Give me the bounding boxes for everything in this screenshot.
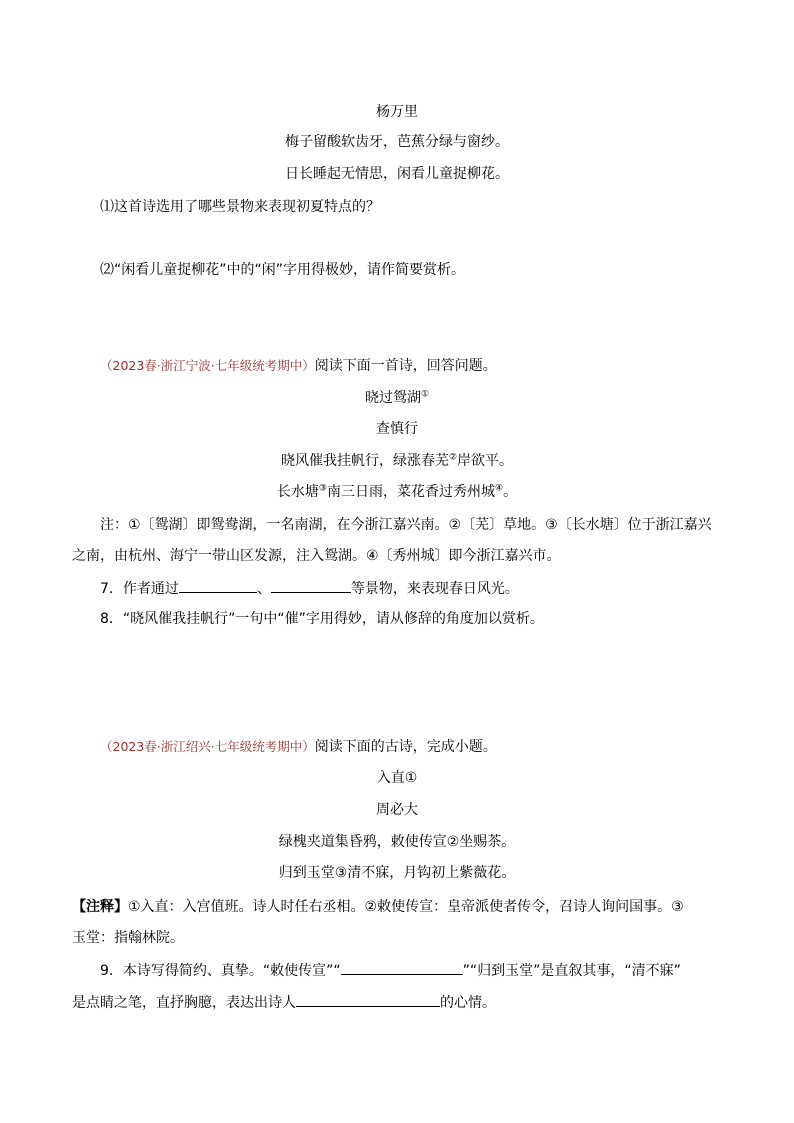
poem2-title-text: 晓过鸳湖 [364, 390, 421, 406]
poem2-author: 查慎行 [376, 421, 418, 437]
verse-text: 长水塘 [276, 484, 319, 500]
question-text: 的心情。 [440, 995, 496, 1011]
poem3-title: 入直① [376, 770, 418, 786]
footnote-marker: ③ [318, 483, 327, 494]
question-7 [100, 578, 519, 599]
question-1: ⑴这首诗选用了哪些景物来表现初夏特点的？ [100, 199, 380, 215]
answer-blank[interactable] [296, 992, 440, 1007]
verse-text: 岸欲平。 [457, 453, 514, 469]
poem3-notes-line-1 [72, 897, 684, 917]
exam-header-shaoxing [100, 737, 497, 757]
question-text: 等景物，来表现春日风光。 [350, 581, 519, 597]
footnote-marker: ④ [495, 483, 504, 494]
source-citation: （2023春·浙江绍兴·七年级统考期中） [100, 739, 315, 754]
verse-text: 晓风催我挂帆行，绿涨春芜 [280, 453, 449, 469]
question-text: 是点睛之笔，直抒胸臆，表达出诗人 [72, 995, 296, 1011]
poem1-verse-2: 日长睡起无情思，闲看儿童捉柳花。 [285, 166, 509, 182]
poem2-verse-2 [0, 482, 794, 502]
poem2-notes-line-1: 注：①〔鸳湖〕即鸳鸯湖，一名南湖，在今浙江嘉兴南。②〔芜〕草地。③〔长水塘〕位于浙江嘉兴 [100, 517, 712, 533]
instruction-text: 阅读下面一首诗，回答问题。 [314, 358, 497, 374]
instruction-text: 阅读下面的古诗，完成小题。 [314, 739, 497, 755]
question-text: 9．本诗写得简约、真挚。“敕使传宣”“ [100, 963, 341, 979]
question-9-line-2 [72, 992, 496, 1013]
answer-blank[interactable] [341, 960, 463, 975]
question-8: 8．“晓风催我挂帆行”一句中“催”字用得妙，请从修辞的角度加以赏析。 [100, 611, 544, 627]
poem3-notes-line-2: 玉堂：指翰林院。 [72, 930, 184, 946]
verse-text: 。 [503, 484, 518, 500]
question-2: ⑵“闲看儿童捉柳花”中的“闲”字用得极妙，请作简要赏析。 [100, 262, 466, 278]
note-label: 【注释】 [72, 899, 128, 915]
question-text: ”“归到玉堂”是直叙其事，“清不寐” [462, 963, 681, 979]
poem1-verse-1: 梅子留酸软齿牙，芭蕉分绿与窗纱。 [285, 134, 509, 150]
question-9-line-1 [100, 960, 681, 981]
poem2-verse-1 [0, 451, 794, 471]
verse-text: 南三日雨，菜花香过秀州城 [327, 484, 495, 500]
question-text: 、 [256, 581, 271, 597]
note-text: ①入直：入宫值班。诗人时任右丞相。②敕使传宣：皇帝派使者传令，召诗人询问国事。③ [128, 899, 684, 915]
exam-header-ningbo [100, 356, 497, 376]
poem3-verse-2: 归到玉堂③清不寐，月钩初上紫薇花。 [278, 865, 516, 881]
answer-blank[interactable] [271, 578, 351, 593]
poem-author-yang-wanli: 杨万里 [376, 104, 418, 120]
source-citation: （2023春·浙江宁波·七年级统考期中） [100, 358, 315, 373]
poem2-title [0, 388, 794, 408]
answer-blank[interactable] [179, 578, 257, 593]
poem2-notes-line-2: 之南，由杭州、海宁一带山区发源，注入鸳湖。④〔秀州城〕即今浙江嘉兴市。 [72, 548, 561, 564]
footnote-marker: ② [448, 452, 458, 463]
poem3-author: 周必大 [376, 802, 418, 818]
question-text: 7．作者通过 [100, 581, 179, 597]
poem3-verse-1: 绿槐夹道集昏鸦，敕使传宣②坐赐茶。 [278, 834, 516, 850]
footnote-marker: ① [420, 389, 430, 400]
